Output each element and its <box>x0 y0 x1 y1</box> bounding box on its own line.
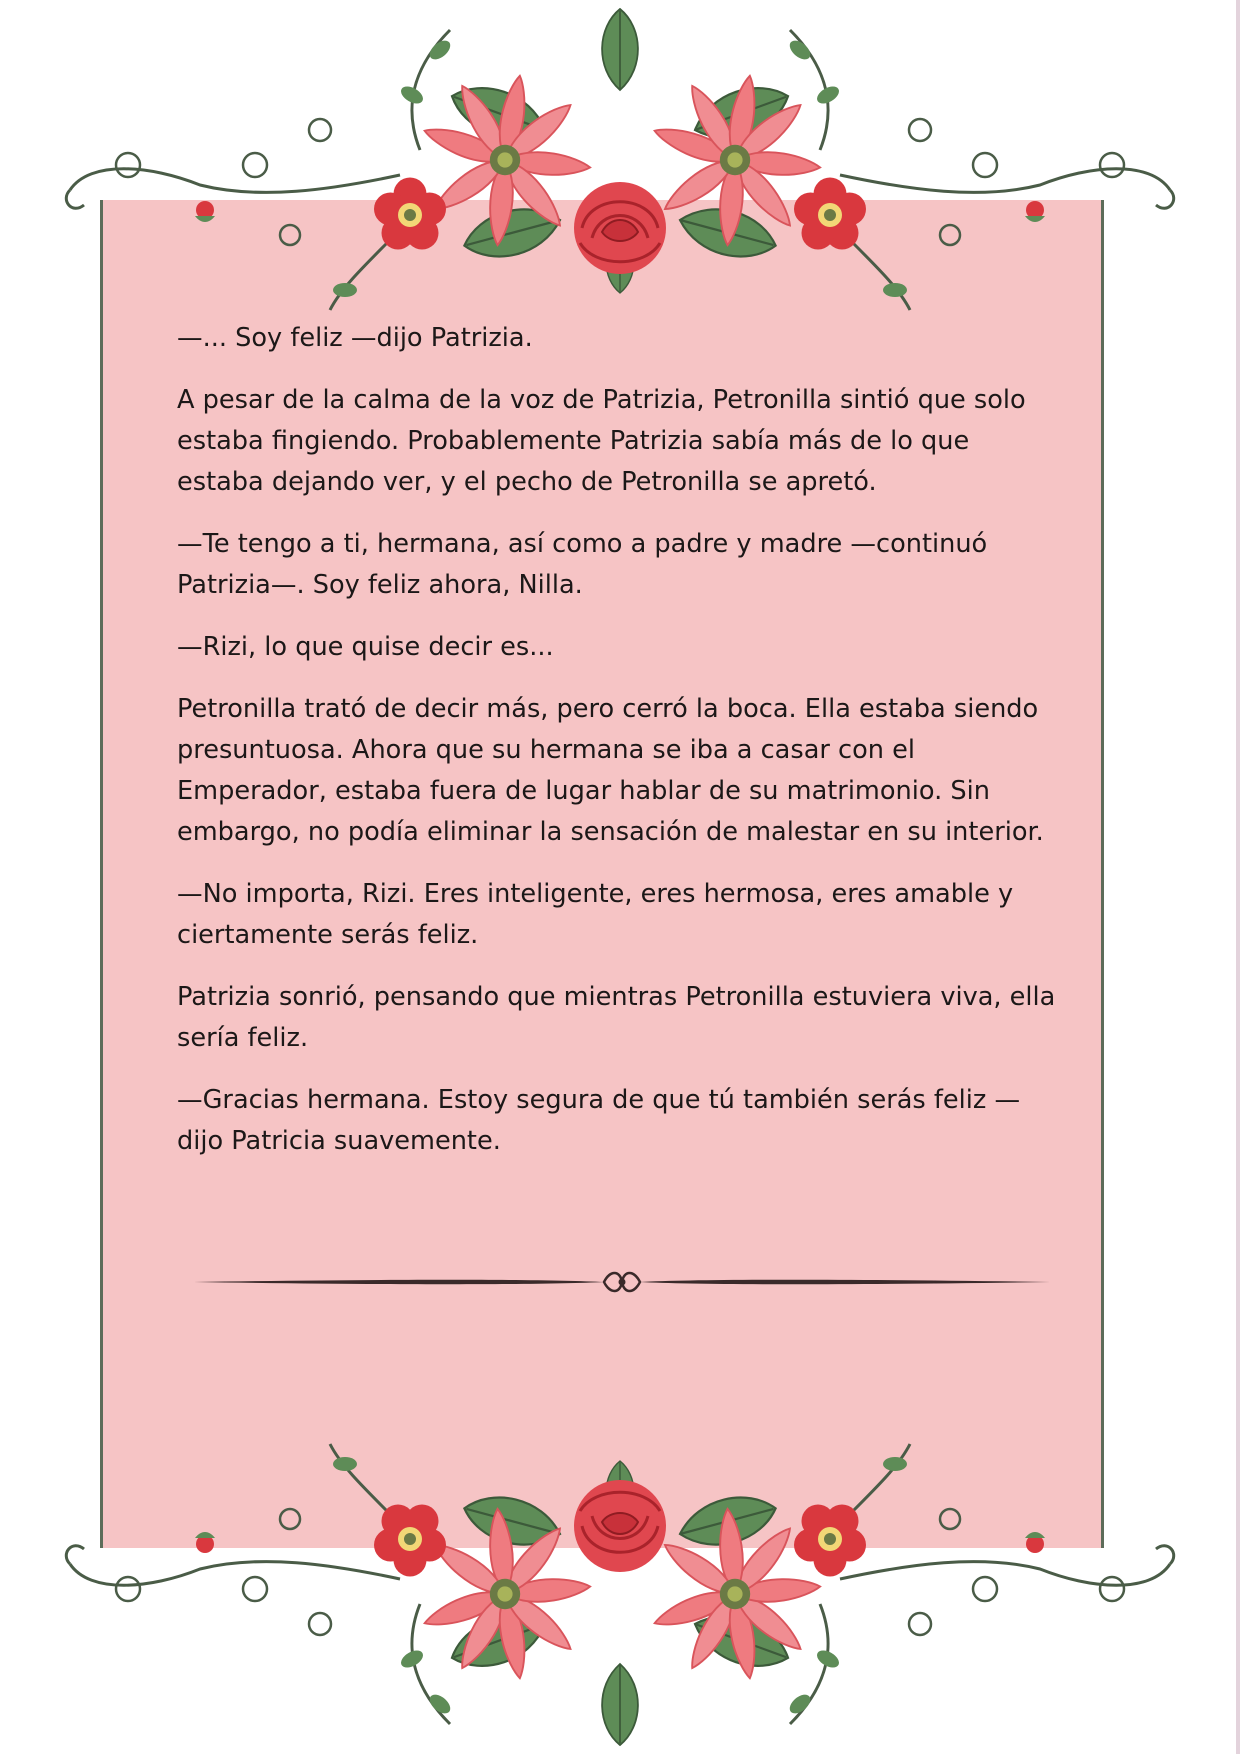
paragraph: Patrizia sonrió, pensando que mientras Petronilla estuviera viva, ella sería feliz. <box>177 982 1056 1053</box>
paragraph: —... Soy feliz —dijo Patrizia. <box>177 323 533 353</box>
paragraph: —Gracias hermana. Estoy segura de que tú también serás feliz —dijo Patricia suavemente. <box>177 1085 1021 1156</box>
paragraph: Petronilla trató de decir más, pero cerró la boca. Ella estaba siendo presuntuosa. Ahora que su hermana se iba a casar con el Emperador, estaba fuera de lugar hablar de su matrimonio. Sin embargo, no podía eliminar la sensación de malestar en su interior. <box>177 694 1044 847</box>
paragraph: —Rizi, lo que quise decir es... <box>177 632 554 662</box>
floral-garland-bottom-icon <box>0 1414 1240 1754</box>
paragraph: —Te tengo a ti, hermana, así como a padre y madre —continuó Patrizia—. Soy feliz ahora, Nilla. <box>177 529 988 600</box>
scroll-divider-icon <box>194 1262 1050 1302</box>
paragraph: —No importa, Rizi. Eres inteligente, eres hermosa, eres amable y ciertamente serás feliz. <box>177 879 1014 950</box>
floral-garland-top-icon <box>0 0 1240 340</box>
story-text <box>177 318 1057 1183</box>
paragraph: A pesar de la calma de la voz de Patrizia, Petronilla sintió que solo estaba fingiendo. Probablemente Patrizia sabía más de lo que estaba dejando ver, y el pecho de Petronilla se apretó. <box>177 385 1026 497</box>
